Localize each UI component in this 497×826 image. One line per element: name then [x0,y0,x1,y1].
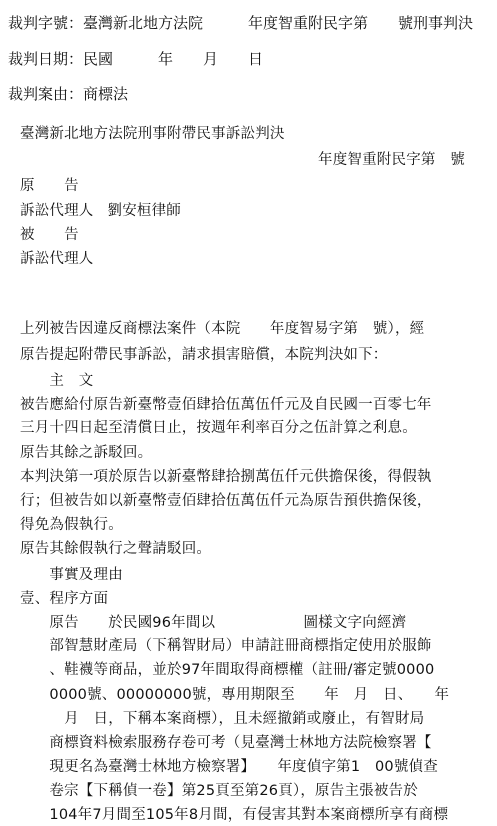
party-role: 原 告 [20,178,79,194]
body-line: 、鞋襪等商品，並於97年間取得商標權（註冊/審定號0000 [20,662,435,678]
body-line: 部智慧財產局（下稱智財局）申請註冊商標指定使用於服飾 [20,638,432,654]
body-line: 原告 於民國96年間以 圖樣文字向經濟 [20,615,407,631]
section-heading-procedure: 壹、程序方面 [20,591,109,607]
case-cause-value: 商標法 [83,85,129,103]
body-line: 本判決第一項於原告以新臺幣肆拾捌萬伍仟元供擔保後，得假執 [20,469,432,485]
party-role: 訴訟代理人 [20,251,94,267]
case-cause-label: 裁判案由： [8,85,84,103]
party-row-defendant-attorney [20,250,94,268]
case-number-row [8,14,473,32]
body-line: 現更名為臺灣士林地方檢察署】 年度偵字第1 00號偵查 [20,759,438,775]
body-line: 三月十四日起至清償日止，按週年利率百分之伍計算之利息。 [20,420,417,436]
body-line: 商標資料檢索服務存卷可考（見臺灣士林地方法院檢察署【 [20,735,432,751]
party-name: 劉安桓律師 [107,203,181,219]
case-number-value: 臺灣新北地方法院 年度智重附民字第 號刑事判決 [83,14,474,32]
party-row-defendant [20,226,79,244]
case-cause-row [8,85,128,103]
body-line: 得免為假執行。 [20,517,123,533]
judgment-date-row [8,50,263,68]
judgment-date-value: 民國 年 月 日 [83,50,264,68]
body-line: 行；但被告如以新臺幣壹佰肆拾伍萬伍仟元為原告預供擔保後， [20,493,432,509]
document-subtitle: 年度智重附民字第 號 [318,152,465,168]
body-line: 0000號、00000000號，專用期限至 年 月 日、 年 [20,687,450,703]
case-number-label: 裁判字號： [8,14,84,32]
body-line: 卷宗【下稱偵一卷】第25頁至第26頁），原告主張被告於 [20,783,418,799]
body-line: 原告其餘假執行之聲請駁回。 [20,541,212,557]
body-line: 上列被告因違反商標法案件（本院 年度智易字第 號），經 [20,321,425,337]
body-line: 被告應給付原告新臺幣壹佰肆拾伍萬伍仟元及自民國一百零七年 [20,397,432,413]
party-row-plaintiff [20,177,79,195]
party-role: 訴訟代理人 [20,203,94,219]
body-line: 104年7月間至105年8月間，有侵害其對本案商標所享有商標 [20,807,449,823]
party-row-plaintiff-attorney [20,202,181,220]
party-role: 被 告 [20,227,79,243]
document-title: 臺灣新北地方法院刑事附帶民事訴訟判決 [20,126,285,142]
body-line: 原告提起附帶民事訴訟，請求損害賠償，本院判決如下： [20,347,388,363]
body-line: 月 日，下稱本案商標），且未經撤銷或廢止，有智財局 [20,711,425,727]
section-heading-facts: 事實及理由 [20,567,123,583]
body-line: 原告其餘之訴駁回。 [20,445,153,461]
judgment-date-label: 裁判日期： [8,50,84,68]
section-heading-main: 主 文 [20,373,94,389]
